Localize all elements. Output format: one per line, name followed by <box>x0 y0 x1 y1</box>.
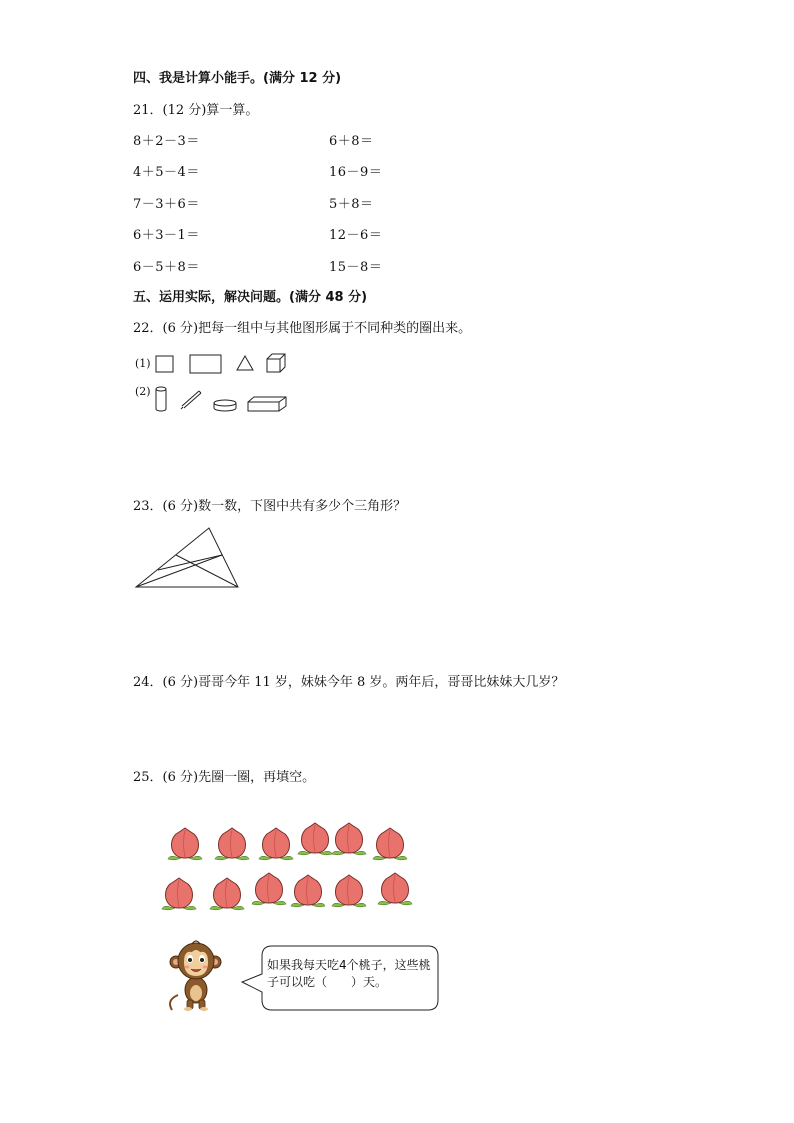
calc-left-4: 6＋3－1＝ <box>133 228 200 243</box>
calc-left-2: 4＋5－4＝ <box>133 165 200 180</box>
peach-icon <box>215 828 249 860</box>
calc-left-3: 7－3＋6＝ <box>133 197 200 212</box>
peach-icon <box>298 823 332 855</box>
question-21: 21．(12 分)算一算。 <box>133 103 259 118</box>
peach-icon <box>373 828 407 860</box>
question-25: 25．(6 分)先圈一圈，再填空。 <box>133 770 316 785</box>
peach-icon <box>210 878 244 910</box>
peach-icon <box>252 873 286 905</box>
peach-icon <box>332 875 366 907</box>
bubble-text-line-2: 子可以吃（ ）天。 <box>267 975 388 989</box>
peach-icon <box>332 823 366 855</box>
question-22: 22．(6 分)把每一组中与其他图形属于不同种类的圈出来。 <box>133 321 472 336</box>
peach-icon <box>378 873 412 905</box>
peach-icon <box>291 875 325 907</box>
calc-right-2: 16－9＝ <box>329 165 383 180</box>
section-4-title: 四、我是计算小能手。(满分 12 分) <box>133 71 342 86</box>
peach-row-1 <box>168 823 407 860</box>
question-23: 23．(6 分)数一数，下图中共有多少个三角形？ <box>133 499 407 514</box>
calc-right-4: 12－6＝ <box>329 228 383 243</box>
calc-right-3: 5＋8＝ <box>329 197 374 212</box>
group-1-label: (1) <box>135 357 151 370</box>
peach-icon <box>162 878 196 910</box>
peach-row-2 <box>162 873 412 910</box>
bubble-text-line-1: 如果我每天吃4个桃子，这些桃 <box>267 958 431 972</box>
calc-left-5: 6－5＋8＝ <box>133 260 200 275</box>
calc-right-1: 6＋8＝ <box>329 134 374 149</box>
section-5-title: 五、运用实际，解决问题。(满分 48 分) <box>133 290 368 305</box>
calc-left-1: 8＋2－3＝ <box>133 134 200 149</box>
calc-right-5: 15－8＝ <box>329 260 383 275</box>
peach-icon <box>168 828 202 860</box>
question-24: 24．(6 分)哥哥今年 11 岁，妹妹今年 8 岁。两年后，哥哥比妹妹大几岁？ <box>133 675 565 690</box>
monkey-icon <box>170 941 221 1011</box>
group-2-label: (2) <box>135 385 151 398</box>
peach-icon <box>259 828 293 860</box>
